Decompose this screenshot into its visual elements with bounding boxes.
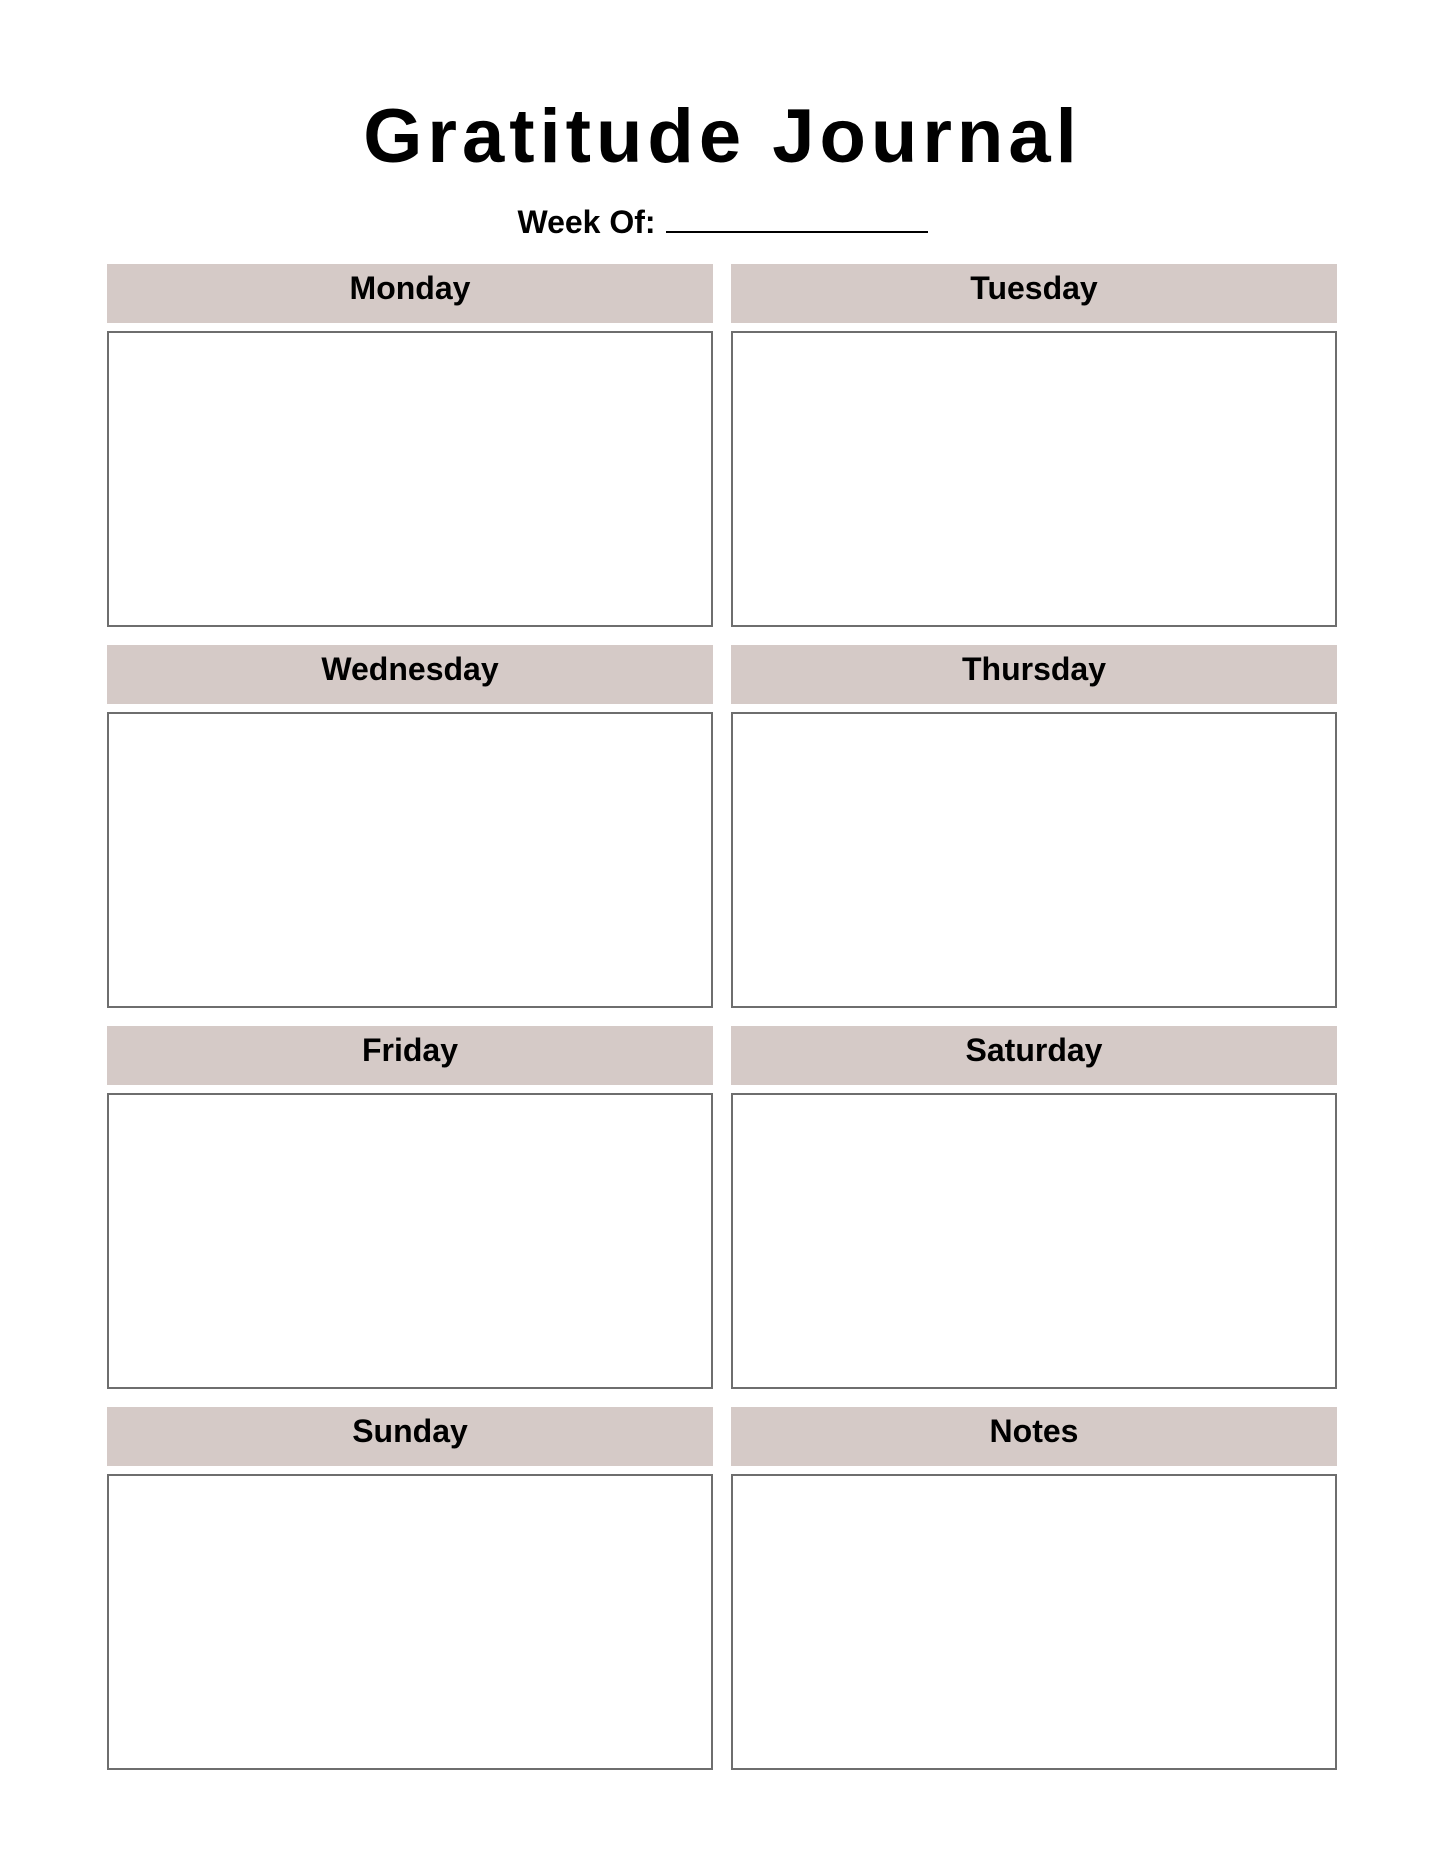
- section-header: Saturday: [731, 1026, 1337, 1085]
- section-header: Tuesday: [731, 264, 1337, 323]
- week-of-row: [0, 202, 1445, 242]
- section-writing-box[interactable]: [107, 1474, 713, 1770]
- section-writing-box[interactable]: [731, 331, 1337, 627]
- section-notes: [731, 1407, 1337, 1770]
- section-saturday: [731, 1026, 1337, 1389]
- section-friday: [107, 1026, 713, 1389]
- page-title: Gratitude Journal: [363, 94, 1082, 179]
- section-writing-box[interactable]: [731, 1474, 1337, 1770]
- section-tuesday: [731, 264, 1337, 627]
- section-header: Thursday: [731, 645, 1337, 704]
- section-writing-box[interactable]: [107, 331, 713, 627]
- section-writing-box[interactable]: [107, 1093, 713, 1389]
- section-writing-box[interactable]: [107, 712, 713, 1008]
- section-header: Wednesday: [107, 645, 713, 704]
- section-thursday: [731, 645, 1337, 1008]
- section-header: Notes: [731, 1407, 1337, 1466]
- section-sunday: [107, 1407, 713, 1770]
- section-header: Sunday: [107, 1407, 713, 1466]
- section-header: Friday: [107, 1026, 713, 1085]
- section-writing-box[interactable]: [731, 712, 1337, 1008]
- journal-grid: [107, 264, 1337, 1770]
- section-header: Monday: [107, 264, 713, 323]
- section-monday: [107, 264, 713, 627]
- week-of-label: Week Of:: [517, 204, 656, 240]
- section-wednesday: [107, 645, 713, 1008]
- section-writing-box[interactable]: [731, 1093, 1337, 1389]
- week-of-blank-line[interactable]: [666, 231, 928, 233]
